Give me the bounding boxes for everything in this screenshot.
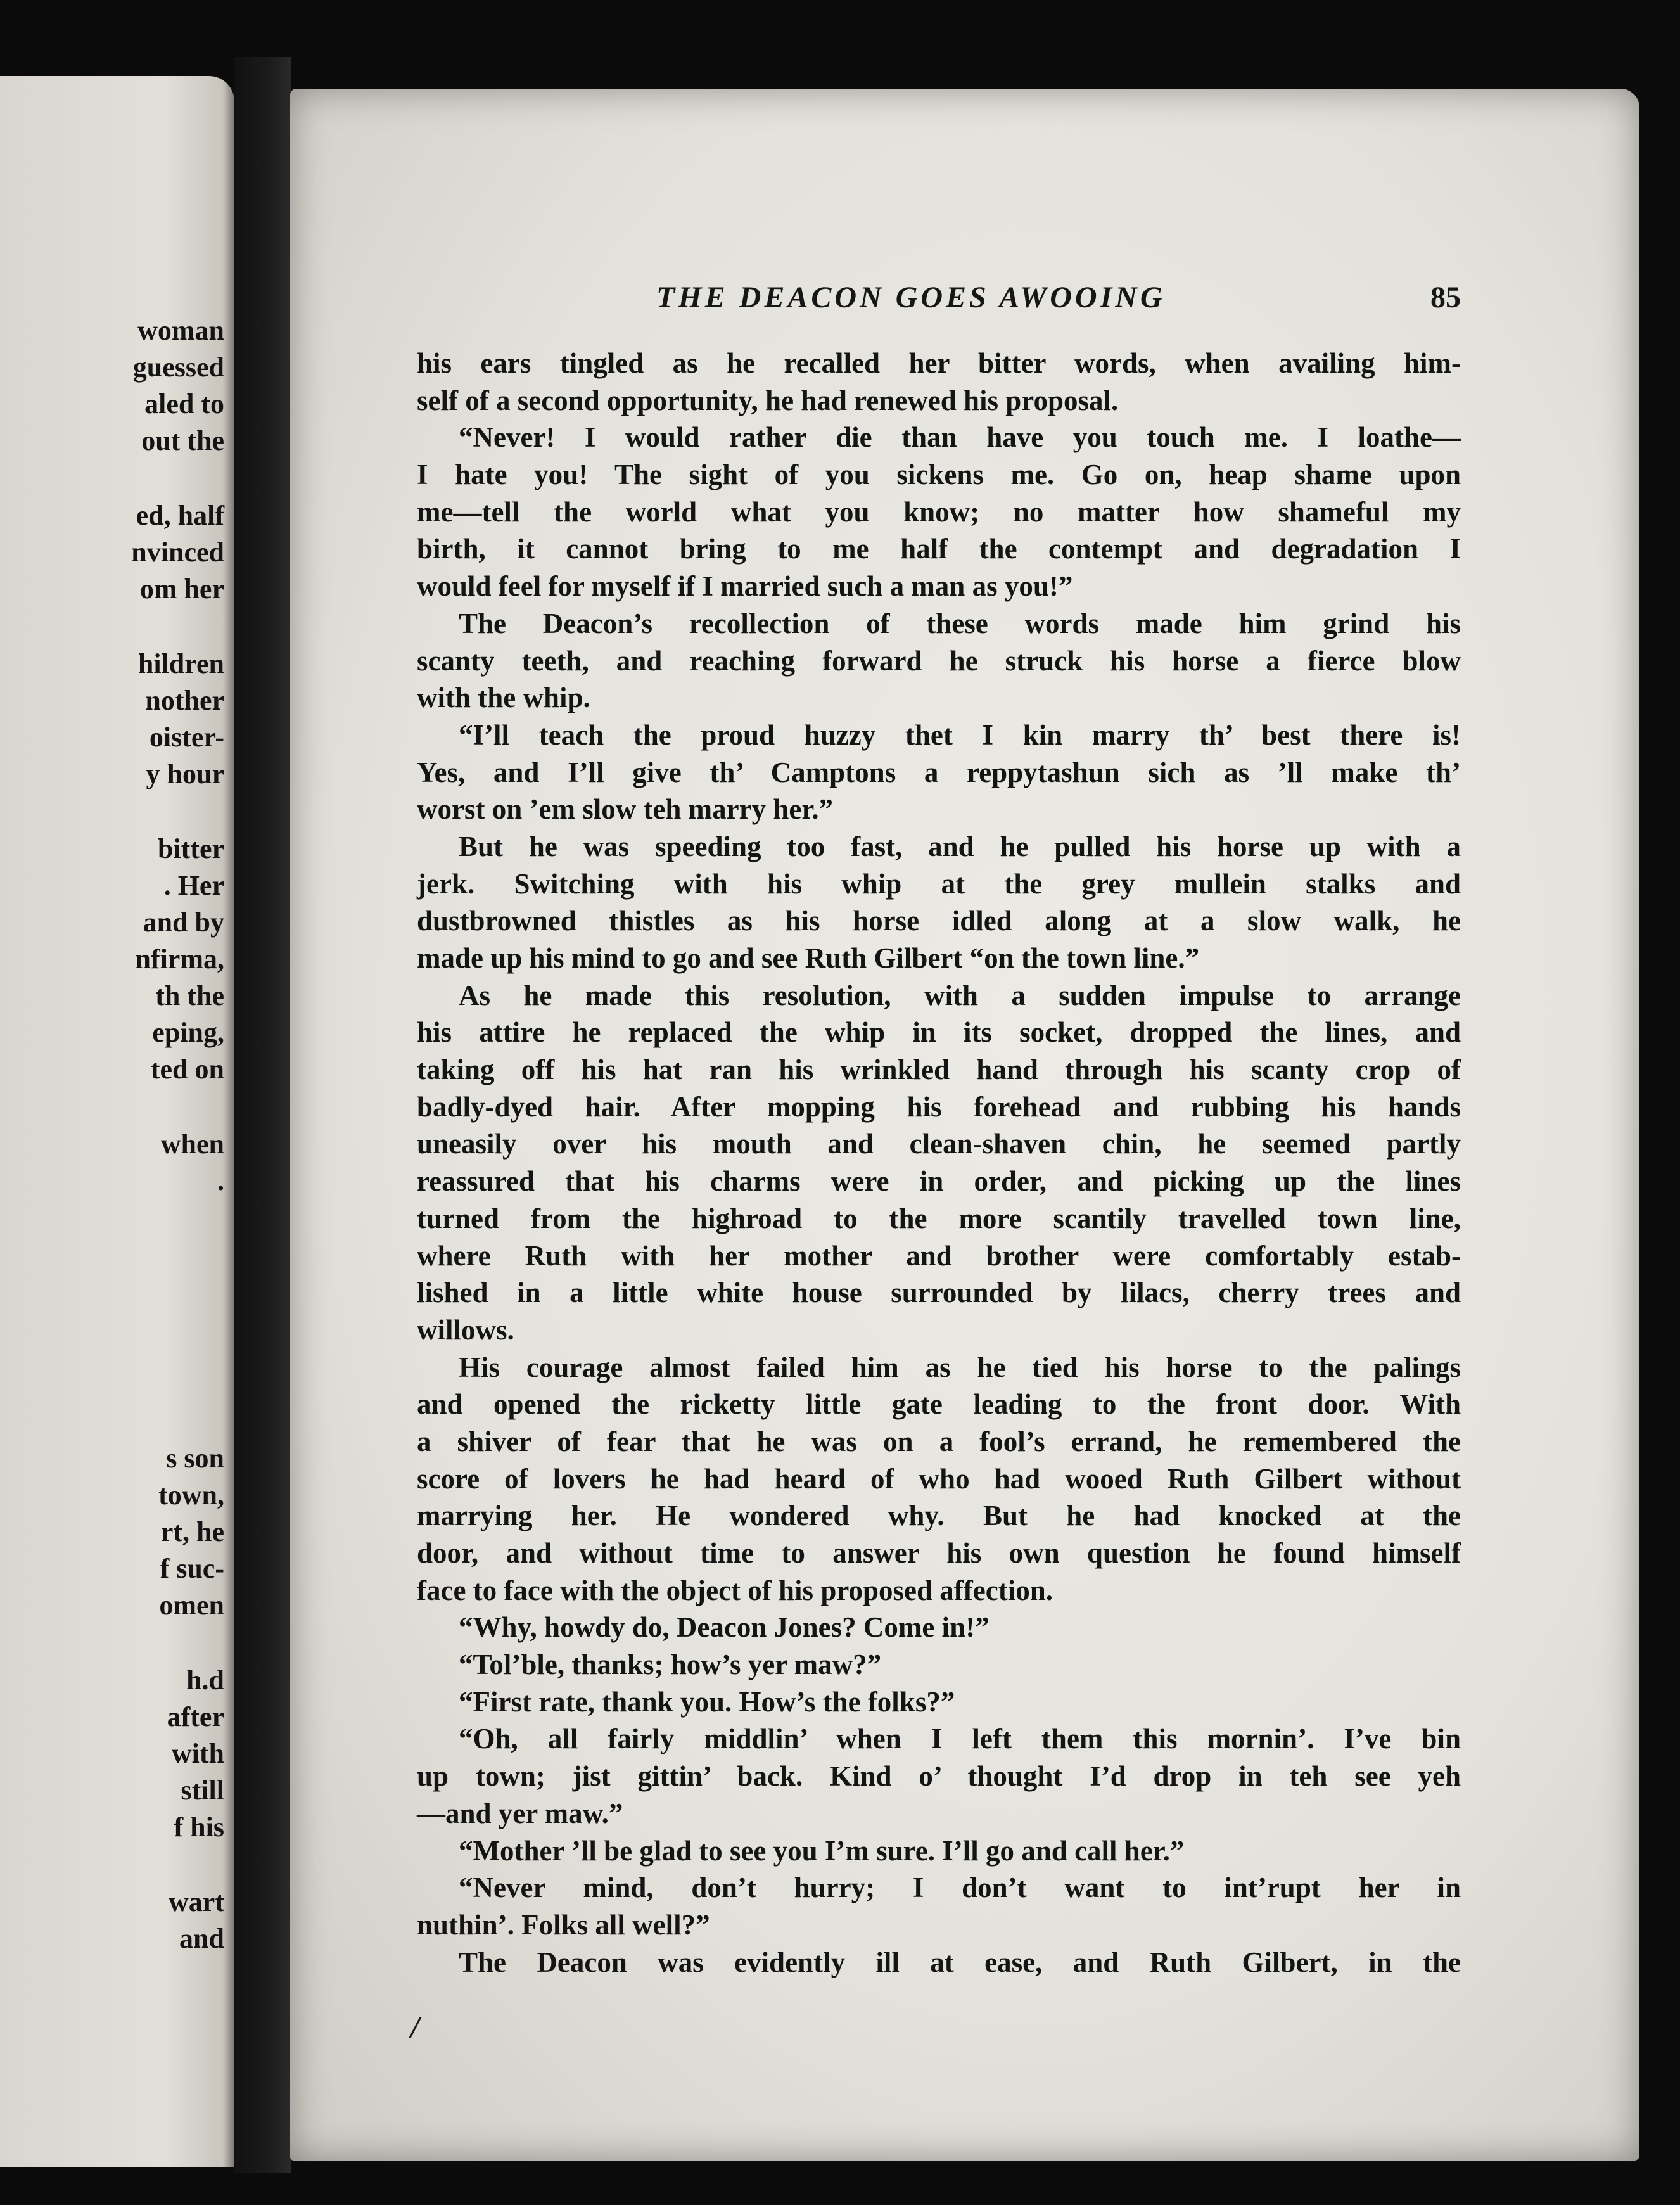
stray-pencil-mark: /	[410, 2009, 419, 2045]
text-line: with the whip.	[417, 682, 590, 714]
previous-page-fragment: bitter	[157, 833, 224, 864]
previous-page-fragment: woman	[137, 315, 224, 346]
previous-page-fragment: hildren	[137, 648, 224, 679]
previous-page-fragment: omen	[159, 1590, 224, 1621]
text-line: “First rate, thank you. How’s the folks?”	[459, 1685, 955, 1718]
text-line: would feel for myself if I married such a man as you!”	[417, 570, 1073, 603]
previous-page-fragment: h.d	[186, 1665, 224, 1696]
previous-page-fragment: s son	[166, 1443, 224, 1474]
book-gutter	[234, 57, 291, 2173]
previous-page-fragment: ted on	[150, 1054, 224, 1085]
previous-page-fragment: rt, he	[160, 1516, 224, 1547]
previous-page-fragment: nother	[145, 685, 224, 716]
text-line: marrying her. He wondered why. But he had knocked at the	[417, 1500, 1461, 1532]
text-line: self of a second opportunity, he had renewed his proposal.	[417, 384, 1119, 416]
text-line: reassured that his charms were in order, and picking up the lines	[417, 1165, 1461, 1198]
previous-page-fragment: after	[167, 1701, 224, 1732]
text-line: a shiver of fear that he was on a fool’s errand, he remembered the	[417, 1425, 1461, 1457]
text-line: made up his mind to go and see Ruth Gilbert “on the town line.”	[417, 942, 1200, 974]
text-line: where Ruth with her mother and brother were comfortably estab-	[417, 1239, 1461, 1272]
text-line: lished in a little white house surrounded by lilacs, cherry trees and	[417, 1277, 1461, 1309]
text-line: “Mother ’ll be glad to see you I’m sure. I’ll go and call her.”	[459, 1834, 1185, 1867]
text-line: me—tell the world what you know; no matter how shameful my	[417, 495, 1461, 528]
text-line: “Why, howdy do, Deacon Jones? Come in!”	[459, 1611, 990, 1644]
text-line: “Never! I would rather die than have you touch me. I loathe—	[459, 421, 1461, 454]
previous-page-fragment: guessed	[132, 352, 224, 383]
text-line: taking off his hat ran his wrinkled hand through his scanty crop of	[417, 1054, 1461, 1086]
text-line: —and yer maw.”	[417, 1797, 623, 1829]
previous-page-fragment: aled to	[144, 388, 224, 419]
previous-page-fragment: ed, half	[136, 500, 224, 531]
text-line: score of lovers he had heard of who had wooed Ruth Gilbert without	[417, 1462, 1461, 1495]
text-line: “Tol’ble, thanks; how’s yer maw?”	[459, 1649, 882, 1681]
previous-page-fragment: town,	[158, 1480, 224, 1511]
previous-page-fragment: and by	[143, 907, 224, 938]
previous-page-fragment: y hour	[146, 758, 224, 789]
text-line: nuthin’. Folks all well?”	[417, 1908, 710, 1941]
previous-page-fragment: . Her	[163, 870, 224, 901]
previous-page-fragment: f suc-	[160, 1553, 224, 1584]
previous-page-fragment: om her	[139, 573, 224, 604]
page-number: 85	[1430, 281, 1461, 314]
previous-page-fragment: oister-	[149, 722, 224, 753]
previous-page-fragment: still	[181, 1775, 224, 1806]
text-line: “Oh, all fairly middlin’ when I left them this mornin’. I’ve bin	[459, 1723, 1461, 1755]
previous-page-fragment: when	[160, 1128, 224, 1160]
text-line: birth, it cannot bring to me half the contempt and degradation I	[417, 533, 1461, 565]
text-line: face to face with the object of his proposed affection.	[417, 1574, 1053, 1606]
text-line: “I’ll teach the proud huzzy thet I kin marry th’ best there is!	[459, 719, 1461, 751]
previous-page-edge	[0, 76, 234, 2167]
text-line: The Deacon was evidently ill at ease, and Ruth Gilbert, in the	[459, 1946, 1461, 1978]
text-line: As he made this resolution, with a sudden impulse to arrange	[459, 979, 1461, 1011]
running-head-title: THE DEACON GOES AWOOING	[656, 281, 1166, 314]
text-line: willows.	[417, 1313, 514, 1346]
previous-page-fragment: nvinced	[131, 537, 224, 568]
text-line: I hate you! The sight of you sickens me. Go on, heap shame upon	[417, 459, 1461, 491]
text-line: The Deacon’s recollection of these words made him grind his	[459, 607, 1461, 639]
previous-page-fragment: f his	[174, 1812, 224, 1843]
previous-page-fragment: with	[171, 1738, 224, 1769]
previous-page-fragment: nfirma,	[135, 943, 224, 975]
text-line: But he was speeding too fast, and he pulled his horse up with a	[459, 830, 1461, 862]
previous-page-fragment: out the	[141, 425, 224, 456]
previous-page-fragment: eping,	[152, 1017, 224, 1048]
running-head	[290, 280, 1639, 324]
text-line: and opened the ricketty little gate leading to the front door. With	[417, 1388, 1461, 1421]
text-line: dustbrowned thistles as his horse idled along at a slow walk, he	[417, 905, 1461, 937]
text-line: turned from the highroad to the more scantily travelled town line,	[417, 1202, 1461, 1234]
text-line: “Never mind, don’t hurry; I don’t want to int’rupt her in	[459, 1872, 1461, 1904]
text-line: badly-dyed hair. After mopping his forehead and rubbing his hands	[417, 1090, 1461, 1123]
previous-page-fragment: wart	[169, 1886, 224, 1917]
previous-page-fragment: and	[179, 1923, 224, 1954]
text-line: door, and without time to answer his own question he found himself	[417, 1537, 1461, 1569]
text-line: scanty teeth, and reaching forward he struck his horse a fierce blow	[417, 644, 1461, 677]
page-85	[290, 89, 1639, 2161]
text-line: his attire he replaced the whip in its socket, dropped the lines, and	[417, 1016, 1461, 1049]
text-line: jerk. Switching with his whip at the grey mullein stalks and	[417, 867, 1461, 900]
previous-page-fragment: .	[217, 1165, 224, 1196]
text-line: His courage almost failed him as he tied his horse to the palings	[459, 1351, 1461, 1383]
text-line: worst on ’em slow teh marry her.”	[417, 793, 833, 826]
previous-page-fragment: th the	[155, 980, 224, 1011]
text-line: Yes, and I’ll give th’ Camptons a reppytashun sich as ’ll make th’	[417, 756, 1461, 788]
text-line: up town; jist gittin’ back. Kind o’ thought I’d drop in teh see yeh	[417, 1760, 1461, 1793]
text-line: uneasily over his mouth and clean-shaven chin, he seemed partly	[417, 1128, 1461, 1160]
body-text	[417, 345, 1461, 1981]
text-line: his ears tingled as he recalled her bitter words, when availing him-	[417, 347, 1461, 379]
